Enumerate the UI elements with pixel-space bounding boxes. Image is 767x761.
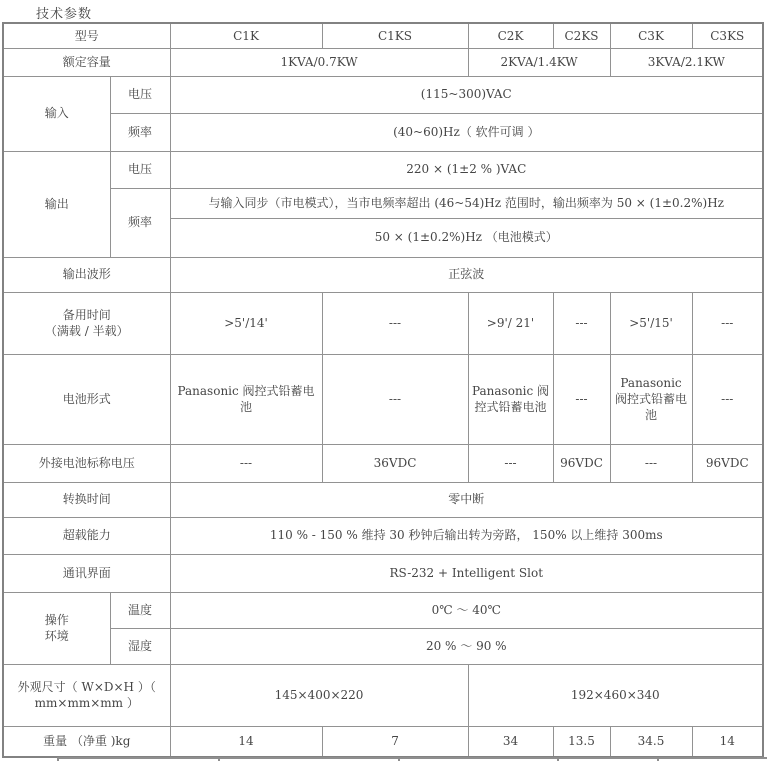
battery-type-c2ks: --- — [553, 354, 610, 444]
row-capacity — [3, 48, 763, 76]
label-cell-weight: 重量 （净重 )kg — [3, 726, 170, 757]
backup-time-c3ks: --- — [692, 292, 763, 354]
battery-type-c1ks: --- — [322, 354, 468, 444]
label-cell-dimensions — [3, 664, 170, 726]
row-output-frequency-mains — [3, 188, 763, 218]
dimensions-label-line1: 外观尺寸（ W×D×H ）（ — [17, 679, 156, 694]
row-input-voltage — [3, 76, 763, 113]
capacity-1k: 1KVA/0.7KW — [170, 48, 468, 76]
label-cell-capacity: 额定容量 — [3, 48, 170, 76]
model-header-c2ks: C2KS — [553, 23, 610, 48]
model-header-c2k: C2K — [468, 23, 553, 48]
ext-battery-c2k: --- — [468, 444, 553, 482]
dimensions-small: 145×400×220 — [170, 664, 468, 726]
weight-c1ks: 7 — [322, 726, 468, 757]
weight-c3k: 34.5 — [610, 726, 692, 757]
dimensions-label-line2: mm×mm×mm ） — [34, 696, 139, 710]
model-header-c3k: C3K — [610, 23, 692, 48]
weight-c3ks: 14 — [692, 726, 763, 757]
label-cell-ext-battery-voltage: 外接电池标称电压 — [3, 444, 170, 482]
row-input-frequency — [3, 113, 763, 151]
row-model — [3, 23, 763, 48]
row-ext-battery-voltage — [3, 444, 763, 482]
dimensions-large: 192×460×340 — [468, 664, 763, 726]
backup-time-label-line1: 备用时间 — [62, 307, 111, 322]
row-overload — [3, 517, 763, 554]
backup-time-c1k: >5'/14' — [170, 292, 322, 354]
environment-label-line1: 操作 — [44, 612, 69, 627]
row-weight — [3, 726, 763, 757]
backup-time-c2k: >9'/ 21' — [468, 292, 553, 354]
label-cell-output-voltage: 电压 — [110, 151, 170, 188]
battery-type-c3k: Panasonic 阀控式铅蓄电池 — [610, 354, 692, 444]
label-cell-waveform: 输出波形 — [3, 257, 170, 292]
ext-battery-c1k: --- — [170, 444, 322, 482]
label-cell-transfer-time: 转换时间 — [3, 482, 170, 517]
label-cell-input-frequency: 频率 — [110, 113, 170, 151]
input-voltage-value: (115~300)VAC — [170, 76, 763, 113]
input-frequency-value: (40~60)Hz（ 软件可调 ） — [170, 113, 763, 151]
ext-battery-c2ks: 96VDC — [553, 444, 610, 482]
row-env-humidity — [3, 628, 763, 664]
ext-battery-c3k: --- — [610, 444, 692, 482]
overload-value: 110 % - 150 % 维持 30 秒钟后输出转为旁路， 150% 以上维持 300ms — [170, 517, 763, 554]
weight-c2ks: 13.5 — [553, 726, 610, 757]
battery-type-c1k: Panasonic 阀控式铅蓄电池 — [170, 354, 322, 444]
row-output-voltage — [3, 151, 763, 188]
label-cell-overload: 超载能力 — [3, 517, 170, 554]
battery-type-c2k: Panasonic 阀控式铅蓄电池 — [468, 354, 553, 444]
label-cell-input-voltage: 电压 — [110, 76, 170, 113]
label-cell-temperature: 温度 — [110, 592, 170, 628]
page-title: 技术参数 — [36, 7, 93, 22]
row-interface — [3, 554, 763, 592]
label-cell-interface: 通讯界面 — [3, 554, 170, 592]
label-cell-output: 输出 — [3, 151, 110, 257]
row-waveform — [3, 257, 763, 292]
output-frequency-mains-value: 与输入同步（市电模式），当市电频率超出 (46~54)Hz 范围时，输出频率为 50 × (1±0.2%)Hz — [170, 188, 763, 218]
humidity-value: 20 % ～ 90 % — [170, 628, 763, 664]
label-cell-output-frequency: 频率 — [110, 188, 170, 257]
backup-time-c1ks: --- — [322, 292, 468, 354]
row-backup-time — [3, 292, 763, 354]
ext-battery-c3ks: 96VDC — [692, 444, 763, 482]
row-transfer-time — [3, 482, 763, 517]
backup-time-label-line2: （满载 / 半载） — [44, 324, 129, 338]
weight-c2k: 34 — [468, 726, 553, 757]
spec-table — [2, 22, 764, 758]
output-voltage-value: 220 × (1±2 % )VAC — [170, 151, 763, 188]
label-cell-model: 型号 — [3, 23, 170, 48]
weight-c1k: 14 — [170, 726, 322, 757]
ext-battery-c1ks: 36VDC — [322, 444, 468, 482]
label-cell-humidity: 湿度 — [110, 628, 170, 664]
label-cell-environment — [3, 592, 110, 664]
row-env-temperature — [3, 592, 763, 628]
output-frequency-battery-value: 50 × (1±0.2%)Hz （电池模式） — [170, 218, 763, 257]
row-dimensions — [3, 664, 763, 726]
capacity-3k: 3KVA/2.1KW — [610, 48, 763, 76]
capacity-2k: 2KVA/1.4KW — [468, 48, 610, 76]
environment-label-line2: 环境 — [44, 629, 69, 643]
model-header-c1ks: C1KS — [322, 23, 468, 48]
interface-value: RS-232 + Intelligent Slot — [170, 554, 763, 592]
label-cell-battery-type: 电池形式 — [3, 354, 170, 444]
backup-time-c2ks: --- — [553, 292, 610, 354]
temperature-value: 0℃ ～ 40℃ — [170, 592, 763, 628]
battery-type-c3ks: --- — [692, 354, 763, 444]
waveform-value: 正弦波 — [170, 257, 763, 292]
model-header-c1k: C1K — [170, 23, 322, 48]
label-cell-backup-time — [3, 292, 170, 354]
model-header-c3ks: C3KS — [692, 23, 763, 48]
row-battery-type — [3, 354, 763, 444]
label-cell-input: 输入 — [3, 76, 110, 151]
backup-time-c3k: >5'/15' — [610, 292, 692, 354]
partial-next-table — [57, 757, 767, 761]
transfer-time-value: 零中断 — [170, 482, 763, 517]
